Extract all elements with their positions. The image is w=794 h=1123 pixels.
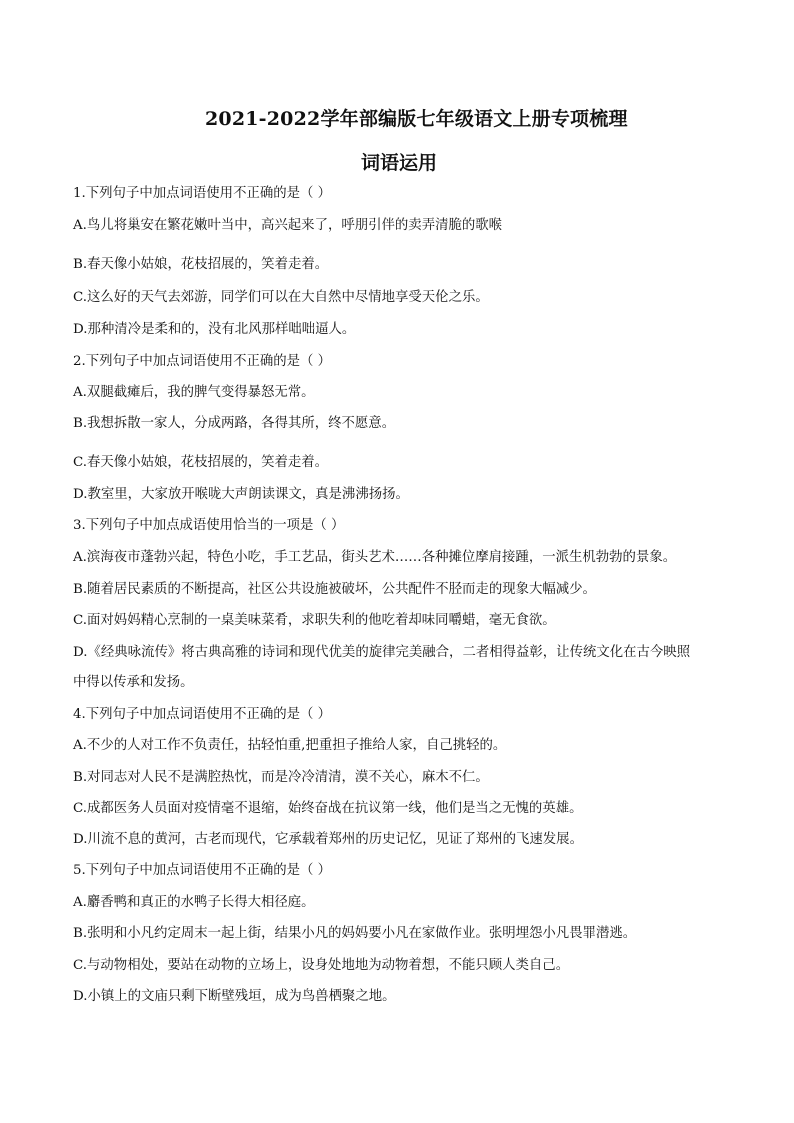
question-2-option-c: C.春天像小姑娘，花枝招展的，笑着走着。 <box>73 455 329 470</box>
question-2-option-d: D.教室里，大家放开喉咙大声朗读课文，真是沸沸扬扬。 <box>73 487 409 502</box>
question-5-option-c: C.与动物相处，要站在动物的立场上，设身处地地为动物着想，不能只顾人类自己。 <box>73 958 570 973</box>
question-4-option-a: A.不少的人对工作不负责任，拈轻怕重,把重担子推给人家，自己挑轻的。 <box>73 738 507 753</box>
question-3-option-d-continued: 中得以传承和发扬。 <box>73 675 194 690</box>
question-5-option-b: B.张明和小凡约定周末一起上街，结果小凡的妈妈要小凡在家做作业。张明埋怨小凡畏罪潜逃。 <box>73 926 637 941</box>
question-1-option-b: B.春天像小姑娘，花枝招展的，笑着走着。 <box>73 257 329 272</box>
question-2-stem: 2.下列句子中加点词语使用不正确的是（ ） <box>73 354 332 369</box>
question-4-option-c: C.成都医务人员面对疫情毫不退缩，始终奋战在抗议第一线，他们是当之无愧的英雄。 <box>73 801 583 816</box>
question-3-option-d: D.《经典咏流传》将古典高雅的诗词和现代优美的旋律完美融合，二者相得益彰，让传统文化在古今映照 <box>73 645 691 660</box>
question-4-option-b: B.对同志对人民不是满腔热忱，而是冷冷清清，漠不关心，麻木不仁。 <box>73 770 489 785</box>
question-3-option-a: A.滨海夜市蓬勃兴起，特色小吃，手工艺品，街头艺术……各种摊位摩肩接踵，一派生机勃勃的景象。 <box>73 550 677 565</box>
question-5-option-d: D.小镇上的文庙只剩下断壁残垣，成为鸟兽栖聚之地。 <box>73 989 396 1004</box>
document-subtitle: 词语运用 <box>361 152 438 174</box>
question-1-option-a: A.鸟儿将巢安在繁花嫩叶当中，高兴起来了，呼朋引伴的卖弄清脆的歌喉 <box>73 218 503 233</box>
question-2-option-b: B.我想拆散一家人，分成两路，各得其所，终不愿意。 <box>73 416 396 431</box>
document-title: 2021-2022学年部编版七年级语文上册专项梳理 <box>205 108 628 130</box>
question-2-option-a: A.双腿截瘫后，我的脾气变得暴怒无常。 <box>73 385 315 400</box>
question-5-option-a: A.麝香鸭和真正的水鸭子长得大相径庭。 <box>73 895 315 910</box>
question-1-stem: 1.下列句子中加点词语使用不正确的是（ ） <box>73 186 332 201</box>
question-4-option-d: D.川流不息的黄河，古老而现代，它承载着郑州的历史记忆，见证了郑州的飞速发展。 <box>73 832 583 847</box>
question-5-stem: 5.下列句子中加点词语使用不正确的是（ ） <box>73 863 332 878</box>
question-1-option-c: C.这么好的天气去郊游，同学们可以在大自然中尽情地享受天伦之乐。 <box>73 290 489 305</box>
question-3-option-b: B.随着居民素质的不断提高，社区公共设施被破坏，公共配件不胫而走的现象大幅减少。 <box>73 582 596 597</box>
question-4-stem: 4.下列句子中加点词语使用不正确的是（ ） <box>73 707 332 722</box>
question-3-option-c: C.面对妈妈精心烹制的一桌美味菜肴，求职失利的他吃着却味同嚼蜡，毫无食欲。 <box>73 613 556 628</box>
question-3-stem: 3.下列句子中加点成语使用恰当的一项是（ ） <box>73 518 345 533</box>
question-1-option-d: D.那种清冷是柔和的，没有北风那样咄咄逼人。 <box>73 322 356 337</box>
